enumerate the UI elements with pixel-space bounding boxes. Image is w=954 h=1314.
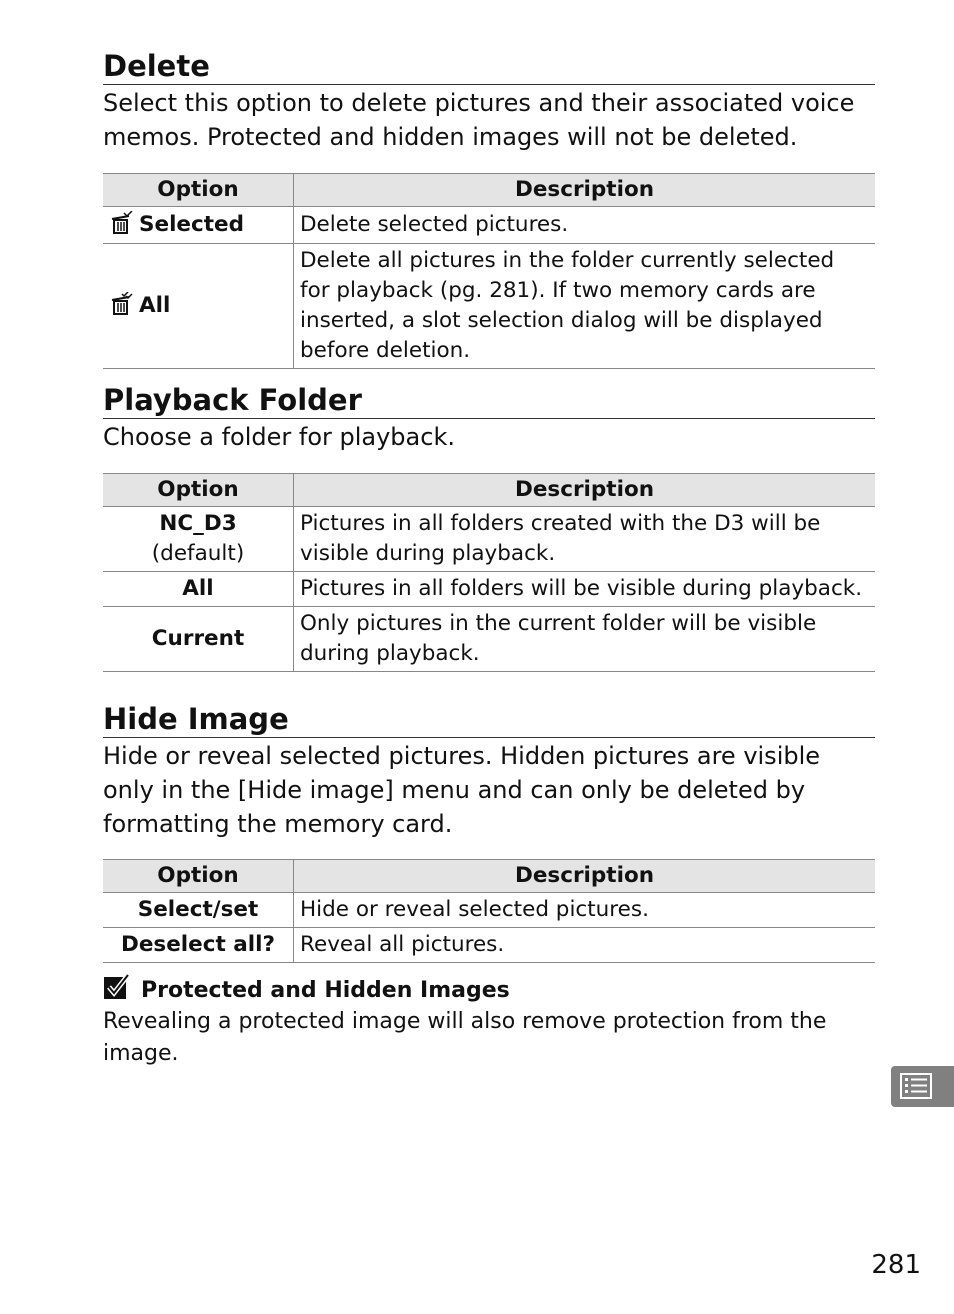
trash-all-icon <box>109 292 133 316</box>
note-section <box>103 974 875 1070</box>
option-header: Option <box>103 174 294 207</box>
option-cell <box>103 244 294 369</box>
playback-folder-table <box>103 473 875 672</box>
option-cell: Current <box>103 607 294 672</box>
option-default-label: (default) <box>151 541 245 566</box>
playback-folder-section <box>103 382 875 672</box>
side-tab <box>891 1066 954 1107</box>
playback-folder-title: Playback Folder <box>103 382 875 419</box>
trash-selected-icon <box>109 211 133 235</box>
table-header-row <box>103 474 875 507</box>
note-title: Protected and Hidden Images <box>141 978 510 1003</box>
description-cell: Hide or reveal selected pictures. <box>294 893 876 928</box>
playback-folder-intro: Choose a folder for playback. <box>103 423 455 451</box>
description-cell: Pictures in all folders will be visible during playback. <box>294 572 876 607</box>
note-body: Revealing a protected image will also remove protection from the image. <box>103 1009 827 1066</box>
option-header: Option <box>103 860 294 893</box>
table-row <box>103 928 875 963</box>
hide-image-section <box>103 701 875 963</box>
menu-list-icon <box>900 1073 932 1099</box>
option-cell: All <box>103 572 294 607</box>
checkmark-note-icon <box>103 974 131 1002</box>
table-row <box>103 244 875 369</box>
description-cell: Delete all pictures in the folder currently selected for playback (pg. 281). If two memory cards are inserted, a slot selection dialog will be displayed before deletion. <box>294 244 876 369</box>
description-cell: Reveal all pictures. <box>294 928 876 963</box>
delete-table <box>103 173 875 369</box>
table-row <box>103 207 875 244</box>
note-header <box>103 974 875 1006</box>
table-row <box>103 572 875 607</box>
hide-image-table <box>103 859 875 963</box>
option-cell: Deselect all? <box>103 928 294 963</box>
table-header-row <box>103 860 875 893</box>
description-header: Description <box>294 174 876 207</box>
table-header-row <box>103 174 875 207</box>
table-row <box>103 507 875 572</box>
delete-intro: Select this option to delete pictures and their associated voice memos. Protected and hidden images will not be deleted. <box>103 89 855 151</box>
description-cell: Only pictures in the current folder will be visible during playback. <box>294 607 876 672</box>
table-row <box>103 607 875 672</box>
description-header: Description <box>294 860 876 893</box>
hide-image-title: Hide Image <box>103 701 875 738</box>
hide-image-intro: Hide or reveal selected pictures. Hidden pictures are visible only in the [Hide image] menu and can only be deleted by formatting the memory card. <box>103 742 821 838</box>
option-cell: Select/set <box>103 893 294 928</box>
description-cell: Delete selected pictures. <box>294 207 876 244</box>
option-label: All <box>139 293 171 318</box>
table-row <box>103 893 875 928</box>
option-header: Option <box>103 474 294 507</box>
option-label: NC_D3 <box>159 511 237 536</box>
option-label: Selected <box>139 212 245 237</box>
delete-section <box>103 48 875 369</box>
description-header: Description <box>294 474 876 507</box>
page-number: 281 <box>871 1250 921 1280</box>
delete-title: Delete <box>103 48 875 85</box>
option-cell <box>103 207 294 244</box>
description-cell: Pictures in all folders created with the D3 will be visible during playback. <box>294 507 876 572</box>
option-cell <box>103 507 294 572</box>
